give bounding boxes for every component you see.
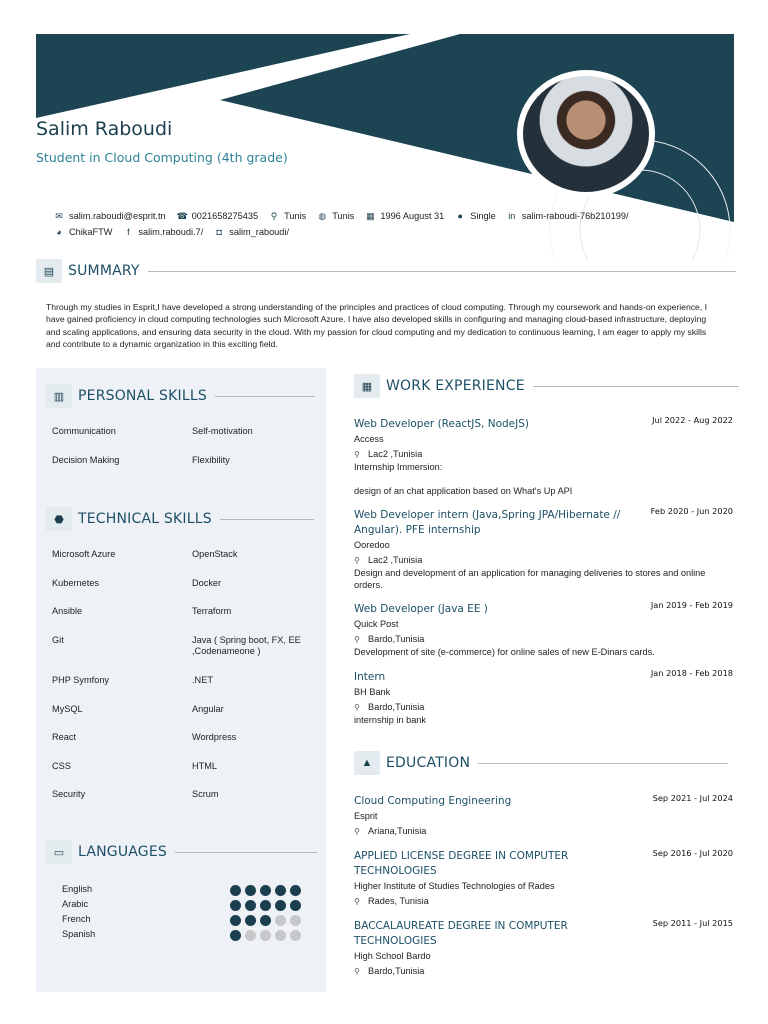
job-company: Quick Post [354, 619, 399, 629]
level-dot-filled [245, 915, 256, 926]
contact-text: 1996 August 31 [380, 211, 445, 221]
contact-list [54, 208, 734, 240]
language-name: English [62, 884, 93, 894]
contact-item [214, 224, 289, 240]
document-icon: ▤ [36, 259, 62, 283]
skill-item: OpenStack [192, 549, 238, 559]
skill-item: MySQL [52, 703, 83, 714]
profile-photo-image [523, 76, 649, 192]
technical-skills-title: TECHNICAL SKILLS [78, 511, 212, 527]
skill-item: HTML [192, 760, 218, 771]
education-location-text: Rades, Tunisia [368, 896, 429, 906]
education-header [354, 751, 728, 775]
education-divider [478, 763, 728, 764]
education-location [354, 896, 429, 906]
skill-item: Java ( Spring boot, FX, EE ,Codenameone ) [192, 634, 301, 656]
user-icon: ● [457, 211, 463, 221]
contact-item [507, 208, 629, 224]
location-pin-icon: ⚲ [354, 827, 360, 836]
location-pin-icon: ⚲ [354, 703, 360, 712]
contact-text: salim.raboudi.7/ [138, 227, 204, 237]
job-company: Ooredoo [354, 540, 390, 550]
job-location [354, 449, 422, 459]
candidate-name: Salim Raboudi [36, 118, 173, 140]
job-title: Intern [354, 671, 386, 683]
location-pin-icon: ⚲ [270, 211, 278, 221]
job-company: BH Bank [354, 687, 391, 697]
personal-skills-header [46, 384, 315, 408]
education-school: Esprit [354, 811, 378, 821]
location-pin-icon: ⚲ [354, 897, 360, 906]
skill-item: Microsoft Azure [52, 549, 116, 559]
skill-item: .NET [192, 675, 213, 685]
candidate-subtitle: Student in Cloud Computing (4th grade) [36, 150, 288, 165]
skill-item: Ansible [52, 606, 83, 616]
work-experience-title: WORK EXPERIENCE [386, 378, 525, 394]
education-location [354, 826, 426, 836]
contact-item [365, 208, 444, 224]
skill-item: PHP Symfony [52, 675, 110, 685]
level-dot-filled [230, 885, 241, 896]
facebook-icon: f [127, 227, 130, 237]
contact-item [455, 208, 496, 224]
job-location [354, 634, 424, 644]
job-title: Web Developer (Java EE ) [354, 603, 488, 615]
contact-item [54, 224, 112, 240]
chat-icon: ▭ [46, 840, 72, 864]
level-dot-filled [230, 900, 241, 911]
level-dot-empty [275, 930, 286, 941]
education-school: High School Bardo [354, 951, 431, 961]
job-title: Web Developer intern (Java,Spring JPA/Hibernate // Angular). PFE internship [354, 509, 621, 536]
level-dot-filled [290, 900, 301, 911]
level-dot-empty [275, 915, 286, 926]
job-date: Jan 2019 - Feb 2019 [650, 600, 733, 610]
phone-icon: ☎ [176, 211, 188, 221]
level-dot-empty [245, 930, 256, 941]
language-level-dots [230, 885, 305, 896]
skill-item: Terraform [192, 606, 232, 616]
job-description: Development of site (e-commerce) for online sales of new E-Dinars cards. [354, 647, 655, 657]
contact-item [317, 208, 354, 224]
work-experience-divider [533, 386, 739, 387]
location-pin-icon: ⚲ [354, 967, 360, 976]
level-dot-filled [260, 885, 271, 896]
skill-item: Git [52, 634, 64, 645]
job-date: Jul 2022 - Aug 2022 [652, 415, 733, 425]
summary-text: Through my studies in Esprit,I have developed a strong understanding of the principles and practices of cloud computing. Through my coursework and hands-on experience, I have gained proficiency in cloud computing technologies such Microsoft Azure. I have also developed skills in configuring and managing cloud-based infrastructure, deploying and scaling applications, and ensuring data security in the cloud. With my passion for cloud computing and my dedication to continuous learning, I am eager to apply my skills and contribute to a dynamic organization in this exciting field. [46, 302, 707, 350]
language-name: Spanish [62, 929, 96, 939]
personal-skills-divider [215, 396, 315, 397]
job-location-text: Lac2 ,Tunisia [368, 449, 423, 459]
education-school: Higher Institute of Studies Technologies of Rades [354, 881, 555, 891]
skill-item: Scrum [192, 789, 219, 799]
skill-item: Wordpress [192, 732, 237, 742]
contact-item [123, 224, 203, 240]
education-date: Sep 2021 - Jul 2024 [652, 793, 733, 803]
education-date: Sep 2016 - Jul 2020 [652, 848, 733, 858]
level-dot-filled [260, 915, 271, 926]
contact-item [269, 208, 306, 224]
skill-item: React [52, 732, 77, 742]
language-level-dots [230, 900, 305, 911]
contact-item [54, 208, 166, 224]
contact-text: salim.raboudi@esprit.tn [69, 211, 166, 221]
language-level-dots [230, 930, 305, 941]
instagram-icon: ◘ [216, 227, 222, 237]
job-date: Jan 2018 - Feb 2018 [650, 668, 733, 678]
contact-text: Single [470, 211, 496, 221]
job-date: Feb 2020 - Jun 2020 [650, 506, 733, 516]
contact-text: salim-raboudi-76b210199/ [521, 211, 629, 221]
contact-text: ChikaFTW [69, 227, 113, 237]
level-dot-filled [245, 900, 256, 911]
level-dot-empty [290, 930, 301, 941]
building-icon: ▦ [354, 374, 380, 398]
globe-icon: ◍ [318, 211, 327, 221]
contact-text: Tunis [332, 211, 355, 221]
education-title: APPLIED LICENSE DEGREE IN COMPUTER TECHNOLOGIES [354, 850, 569, 877]
contact-text: Tunis [284, 211, 307, 221]
technical-skills-header [46, 507, 314, 531]
skill-item: Angular [192, 703, 224, 714]
summary-title: SUMMARY [68, 263, 140, 279]
level-dot-filled [260, 900, 271, 911]
education-title: BACCALAUREATE DEGREE IN COMPUTER TECHNOLOGIES [354, 920, 568, 947]
languages-title: LANGUAGES [78, 844, 167, 860]
graduation-cap-icon: ▲ [354, 751, 380, 775]
job-location-text: Bardo,Tunisia [368, 634, 425, 644]
job-location-text: Bardo,Tunisia [368, 702, 425, 712]
job-location-text: Lac2 ,Tunisia [368, 555, 423, 565]
technical-skills-divider [220, 519, 314, 520]
summary-divider [148, 271, 736, 272]
level-dot-empty [290, 915, 301, 926]
skill-item: CSS [52, 760, 71, 771]
skill-item: Self-motivation [192, 426, 253, 436]
job-location [354, 702, 424, 712]
summary-section-header [36, 259, 736, 283]
level-dot-filled [275, 900, 286, 911]
contact-text: salim_raboudi/ [229, 227, 290, 237]
education-title: EDUCATION [386, 755, 471, 771]
envelope-icon: ✉ [55, 211, 63, 221]
job-description: design of an chat application based on What's Up API [354, 486, 573, 496]
location-pin-icon: ⚲ [354, 450, 360, 459]
education-location-text: Bardo,Tunisia [368, 966, 425, 976]
education-location [354, 966, 424, 976]
language-name: French [62, 914, 91, 924]
level-dot-filled [275, 885, 286, 896]
language-name: Arabic [62, 899, 89, 909]
job-title: Web Developer (ReactJS, NodeJS) [354, 418, 529, 430]
skill-item: Kubernetes [52, 577, 99, 588]
education-date: Sep 2011 - Jul 2015 [652, 918, 733, 928]
level-dot-filled [290, 885, 301, 896]
skill-item: Flexibility [192, 455, 230, 465]
contact-text: 0021658275435 [191, 211, 259, 221]
skill-item: Decision Making [52, 455, 120, 465]
linkedin-icon: in [508, 211, 516, 221]
location-pin-icon: ⚲ [354, 635, 360, 644]
calendar-icon: ▦ [366, 211, 375, 221]
skill-item: Security [52, 789, 86, 799]
level-dot-empty [260, 930, 271, 941]
skill-item: Communication [52, 426, 116, 436]
level-dot-filled [230, 915, 241, 926]
work-experience-header [354, 374, 739, 398]
bar-chart-icon: ▥ [46, 384, 72, 408]
education-location-text: Ariana,Tunisia [368, 826, 427, 836]
level-dot-filled [245, 885, 256, 896]
android-icon: ⬣ [46, 507, 72, 531]
languages-divider [175, 852, 317, 853]
job-location [354, 555, 422, 565]
contact-item [177, 208, 258, 224]
language-level-dots [230, 915, 305, 926]
skill-item: Docker [192, 577, 222, 588]
languages-header [46, 840, 317, 864]
job-description: Design and development of an application for managing deliveries to stores and online orders. [354, 568, 706, 590]
job-description: internship in bank [354, 715, 427, 725]
level-dot-filled [230, 930, 241, 941]
location-pin-icon: ⚲ [354, 556, 360, 565]
personal-skills-title: PERSONAL SKILLS [78, 388, 207, 404]
profile-photo [517, 70, 655, 198]
github-icon: ◕ [56, 227, 62, 237]
education-title: Cloud Computing Engineering [354, 795, 512, 807]
job-company: Access [354, 434, 384, 444]
job-description: Internship Immersion: [354, 462, 443, 472]
